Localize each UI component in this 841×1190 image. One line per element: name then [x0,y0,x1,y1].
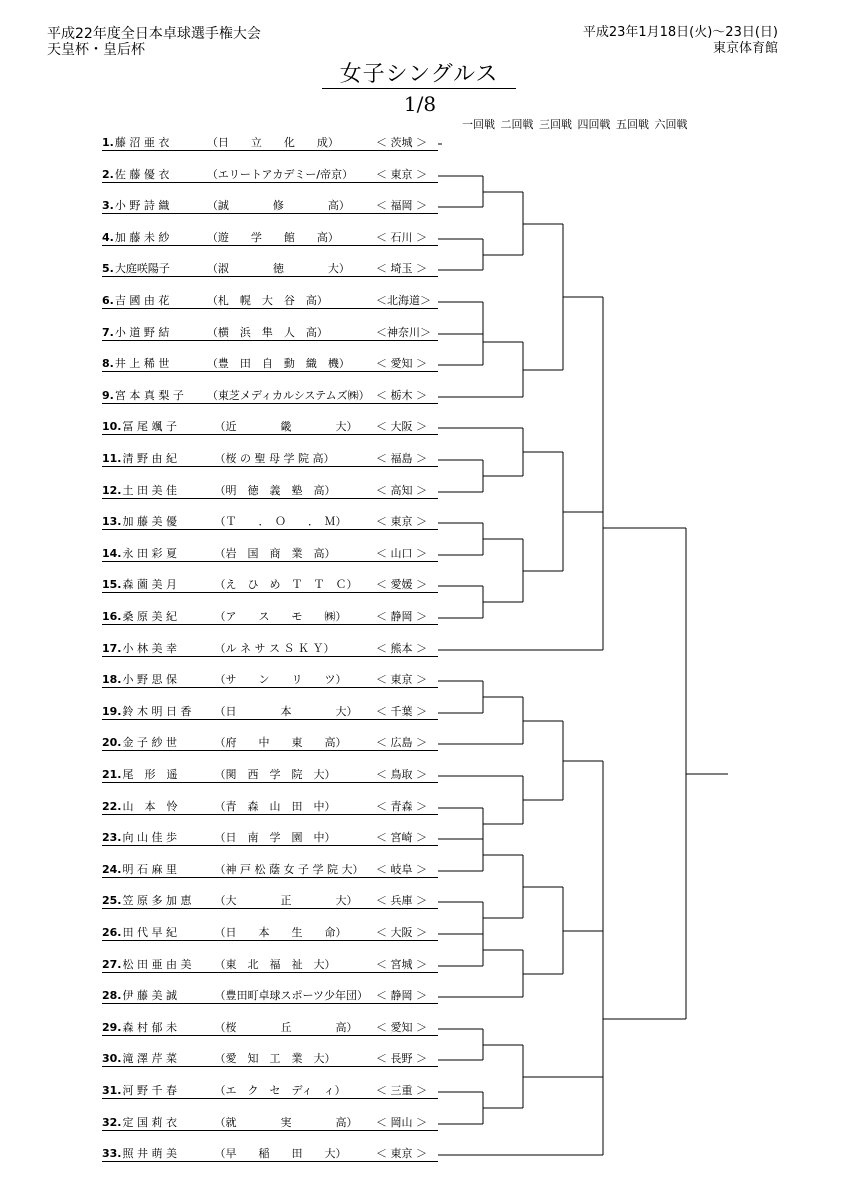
player-team: （遊 学 館 高） [206,231,339,244]
player-name: 吉 國 由 花 [114,294,170,307]
player-number: 12. [102,484,122,497]
player-number: 8. [102,357,114,370]
player-prefecture: ＜北海道＞ [376,294,431,307]
player-prefecture: ＜ 茨城 ＞ [376,136,427,149]
player-number: 16. [102,610,122,623]
player-prefecture: ＜ 熊本 ＞ [376,642,427,655]
player-number: 18. [102,673,122,686]
player-name: 鈴 木 明 日 香 [122,705,192,718]
player-prefecture: ＜ 広島 ＞ [376,736,427,749]
player-name: 小 道 野 結 [114,326,170,339]
player-team: （ル ネ サ ス Ｓ Ｋ Ｙ） [214,642,335,655]
player-name: 大庭咲陽子 [114,262,170,275]
player-name: 宮 本 真 梨 子 [114,389,184,402]
player-number: 9. [102,389,114,402]
player-team: （淑 徳 大） [206,262,350,275]
player-team: （エリートアカデミー/帝京） [206,168,354,181]
player-team: （関 西 学 院 大） [214,768,336,781]
player-prefecture: ＜ 東京 ＞ [376,1147,427,1160]
player-number: 11. [102,452,122,465]
venue-name: 東京体育館 [712,41,778,56]
player-name: 森 薗 美 月 [122,578,177,591]
player-name: 伊 藤 美 誠 [122,989,177,1002]
player-prefecture: ＜ 岡山 ＞ [376,1116,427,1129]
player-team: （豊 田 自 動 織 機） [206,357,350,370]
player-number: 33. [102,1147,122,1160]
player-number: 2. [102,168,114,181]
player-prefecture: ＜ 三重 ＞ [376,1084,427,1097]
player-team: （桜 の 聖 母 学 院 高） [214,452,335,465]
player-team: （横 浜 隼 人 高） [206,326,328,339]
player-prefecture: ＜ 兵庫 ＞ [376,894,427,907]
player-prefecture: ＜ 鳥取 ＞ [376,768,427,781]
player-number: 19. [102,705,122,718]
player-number: 10. [102,420,122,433]
player-team: （桜 丘 高） [214,1021,358,1034]
player-name: 笠 原 多 加 恵 [122,894,192,907]
player-number: 21. [102,768,122,781]
page-indicator: 1/8 [403,92,437,116]
player-name: 桑 原 美 紀 [122,610,177,623]
player-name: 加 藤 美 優 [122,515,177,528]
player-prefecture: ＜ 東京 ＞ [376,673,427,686]
player-team: （大 正 大） [214,894,358,907]
round-header-6: 六回戦 [654,118,688,131]
player-name: 山 本 怜 [122,800,178,813]
player-team: （東 北 福 祉 大） [214,958,336,971]
player-number: 32. [102,1116,122,1129]
player-team: （サ ン リ ツ） [214,673,347,686]
player-prefecture: ＜神奈川＞ [376,326,431,339]
player-number: 20. [102,736,122,749]
player-number: 13. [102,515,122,528]
player-team: （近 畿 大） [214,420,358,433]
player-team: （日 本 生 命） [214,926,347,939]
player-prefecture: ＜ 福岡 ＞ [376,199,427,212]
player-prefecture: ＜ 福島 ＞ [376,452,427,465]
player-name: 小 野 詩 織 [114,199,170,212]
player-team: （日 立 化 成） [206,136,339,149]
player-team: （青 森 山 田 中） [214,800,336,813]
player-prefecture: ＜ 東京 ＞ [376,168,427,181]
player-name: 藤 沼 亜 衣 [114,136,170,149]
player-name: 森 村 郁 未 [122,1021,177,1034]
player-team: （エ ク セ ディ ィ） [214,1084,346,1097]
player-number: 6. [102,294,114,307]
player-team: （東芝メディカルシステムズ㈱） [206,389,370,402]
player-number: 27. [102,958,122,971]
player-prefecture: ＜ 東京 ＞ [376,515,427,528]
player-team: （早 稲 田 大） [214,1147,347,1160]
player-name: 河 野 千 春 [122,1084,177,1097]
player-number: 15. [102,578,122,591]
round-header-1: 一回戦 [462,118,495,131]
event-dates: 平成23年1月18日(火)～23日(日) [582,25,778,40]
player-name: 向 山 佳 歩 [122,831,177,844]
player-prefecture: ＜ 埼玉 ＞ [376,262,427,275]
player-prefecture: ＜ 山口 ＞ [376,547,427,560]
player-name: 照 井 萌 美 [122,1147,177,1160]
player-prefecture: ＜ 宮崎 ＞ [376,831,427,844]
player-name: 小 林 美 幸 [122,642,177,655]
player-prefecture: ＜ 高知 ＞ [376,484,427,497]
player-team: （就 実 高） [214,1116,358,1129]
player-name: 定 国 莉 衣 [122,1116,177,1129]
player-number: 7. [102,326,114,339]
player-name: 尾 形 遥 [122,768,178,781]
player-name: 小 野 思 保 [122,673,177,686]
player-prefecture: ＜ 大阪 ＞ [376,926,427,939]
player-prefecture: ＜ 宮城 ＞ [376,958,427,971]
player-number: 28. [102,989,122,1002]
player-prefecture: ＜ 長野 ＞ [376,1052,427,1065]
player-name: 加 藤 未 紗 [114,231,170,244]
player-prefecture: ＜ 大阪 ＞ [376,420,427,433]
player-name: 土 田 美 佳 [122,484,177,497]
player-team: （明 徳 義 塾 高） [214,484,336,497]
player-number: 5. [102,262,114,275]
player-team: （日 南 学 園 中） [214,831,336,844]
player-name: 松 田 亜 由 美 [122,958,192,971]
player-prefecture: ＜ 愛知 ＞ [376,1021,427,1034]
player-name: 永 田 彩 夏 [122,547,177,560]
player-team: （神 戸 松 蔭 女 子 学 院 大） [214,863,364,876]
player-prefecture: ＜ 青森 ＞ [376,800,427,813]
player-name: 金 子 紗 世 [122,736,177,749]
player-number: 31. [102,1084,122,1097]
player-name: 明 石 麻 里 [122,863,177,876]
player-name: 田 代 早 紀 [122,926,177,939]
player-number: 24. [102,863,122,876]
player-team: （Ｔ ． Ｏ ． Ｍ） [214,515,347,528]
player-prefecture: ＜ 千葉 ＞ [376,705,427,718]
player-number: 4. [102,231,114,244]
player-number: 29. [102,1021,122,1034]
player-name: 清 野 由 紀 [122,452,177,465]
player-number: 25. [102,894,122,907]
player-number: 1. [102,136,114,149]
player-number: 22. [102,800,122,813]
player-name: 佐 藤 優 衣 [114,168,170,181]
round-header-2: 二回戦 [500,118,534,131]
player-team: （日 本 大） [214,705,358,718]
cup-name: 天皇杯・皇后杯 [47,42,145,58]
round-header-4: 四回戦 [577,118,611,131]
player-team: （え ひ め Ｔ Ｔ Ｃ） [214,578,358,591]
player-prefecture: ＜ 愛媛 ＞ [376,578,427,591]
player-team: （愛 知 工 業 大） [214,1052,336,1065]
player-team: （豊田町卓球スポーツ少年団） [214,989,369,1002]
player-team: （札 幌 大 谷 高） [206,294,328,307]
player-name: 井 上 稀 世 [114,357,170,370]
player-number: 3. [102,199,114,212]
player-number: 14. [102,547,122,560]
player-prefecture: ＜ 石川 ＞ [376,231,427,244]
player-prefecture: ＜ 岐阜 ＞ [376,863,427,876]
player-number: 26. [102,926,122,939]
player-name: 滝 澤 芹 菜 [122,1052,177,1065]
player-team: （府 中 東 高） [214,736,347,749]
player-number: 30. [102,1052,122,1065]
event-title: 女子シングルス [322,62,516,89]
player-team: （ア ス モ ㈱） [214,610,347,623]
round-header-3: 三回戦 [539,118,572,131]
player-name: 冨 尾 颯 子 [122,420,177,433]
tournament-name: 平成22年度全日本卓球選手権大会 [47,26,261,42]
player-prefecture: ＜ 栃木 ＞ [376,389,427,402]
round-header-5: 五回戦 [616,118,649,131]
player-prefecture: ＜ 愛知 ＞ [376,357,427,370]
player-team: （岩 国 商 業 高） [214,547,336,560]
player-number: 23. [102,831,122,844]
player-team: （誠 修 高） [206,199,350,212]
player-number: 17. [102,642,122,655]
player-prefecture: ＜ 静岡 ＞ [376,989,427,1002]
player-prefecture: ＜ 静岡 ＞ [376,610,427,623]
